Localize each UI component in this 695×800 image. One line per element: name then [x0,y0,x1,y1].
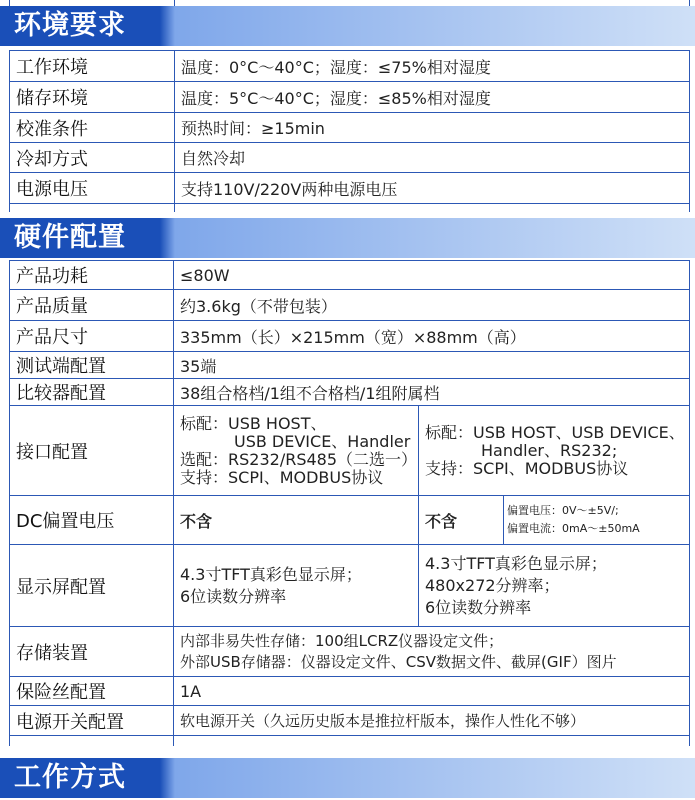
dc-note-line: 偏置电压：0V～±5V/; [507,504,619,517]
row-key: 储存环境 [10,82,175,113]
table-row [10,379,690,406]
table-row [10,82,690,113]
interface-left-line: USB DEVICE、Handler [234,431,411,451]
section-title-env: 环境要求 [0,6,160,46]
display-right-line: 480x272分辨率； [425,575,560,595]
row-value: 温度：5°C～40°C；湿度：≤85%相对湿度 [175,82,690,113]
dc-right-note [504,496,690,545]
row-key: 电源开关配置 [10,706,174,736]
table-row [10,321,690,352]
dc-right: 不含 [419,496,504,545]
row-key: DC偏置电压 [10,496,174,545]
table-row [10,352,690,379]
table-row [10,677,690,706]
row-key: 工作环境 [10,51,175,82]
row-value: 支持110V/220V两种电源电压 [175,173,690,204]
row-value: 预热时间：≥15min [175,113,690,143]
section-header-hw [0,218,695,258]
display-left-line: 6位读数分辨率 [180,586,287,606]
interface-right-line: Handler、RS232; [481,440,618,460]
interface-left [174,406,419,496]
storage-line: 外部USB存储器：仪器设定文件、CSV数据文件、截屏(GIF）图片 [180,652,617,671]
env-table [9,50,690,212]
interface-right-line: 支持：SCPI、MODBUS协议 [425,458,629,478]
row-key: 校准条件 [10,113,175,143]
row-key: 产品尺寸 [10,321,174,352]
table-row-storage [10,627,690,677]
row-value: 温度：0°C～40°C；湿度：≤75%相对湿度 [175,51,690,82]
section-header-env [0,6,695,46]
row-key: 产品质量 [10,290,174,321]
row-key: 接口配置 [10,406,174,496]
row-key: 显示屏配置 [10,545,174,627]
row-key: 测试端配置 [10,352,174,379]
display-left-line: 4.3寸TFT真彩色显示屏； [180,564,362,584]
interface-left-line: 支持：SCPI、MODBUS协议 [180,467,384,487]
row-value: 335mm（长）×215mm（宽）×88mm（高） [174,321,690,352]
storage-line: 内部非易失性存储：100组LCRZ仪器设定文件； [180,631,504,650]
section-header-work [0,758,695,798]
interface-left-line: 选配：RS232/RS485（二选一） [180,449,418,469]
row-value: 35端 [174,352,690,379]
table-row-display [10,545,690,627]
table-row [10,143,690,173]
row-value: 自然冷却 [175,143,690,173]
display-left [174,545,419,627]
display-right [419,545,690,627]
row-key: 保险丝配置 [10,677,174,706]
row-value: 1A [174,677,690,706]
table-row [10,261,690,290]
dc-note-line: 偏置电流：0mA～±50mA [507,522,640,535]
table-row [10,113,690,143]
section-title-hw: 硬件配置 [0,218,160,258]
section-title-work: 工作方式 [0,758,160,798]
row-key: 比较器配置 [10,379,174,406]
interface-left-line: 标配：USB HOST、 [180,413,327,433]
row-key: 电源电压 [10,173,175,204]
table-row [10,290,690,321]
row-key: 存储装置 [10,627,174,677]
storage-value [174,627,690,677]
row-value: 约3.6kg（不带包装） [174,290,690,321]
table-row [10,51,690,82]
display-right-line: 6位读数分辨率 [425,597,532,617]
display-right-line: 4.3寸TFT真彩色显示屏； [425,553,607,573]
interface-right-line: 标配：USB HOST、USB DEVICE、 [425,422,685,442]
table-row-dc [10,496,690,545]
row-key: 冷却方式 [10,143,175,173]
row-key: 产品功耗 [10,261,174,290]
interface-right [419,406,690,496]
hw-table [9,260,690,746]
table-row [10,706,690,736]
table-row-interface [10,406,690,496]
table-row [10,173,690,204]
dc-left: 不含 [174,496,419,545]
row-value: ≤80W [174,261,690,290]
row-value: 软电源开关（久远历史版本是推拉杆版本，操作人性化不够） [174,706,690,736]
row-value: 38组合格档/1组不合格档/1组附属档 [174,379,690,406]
